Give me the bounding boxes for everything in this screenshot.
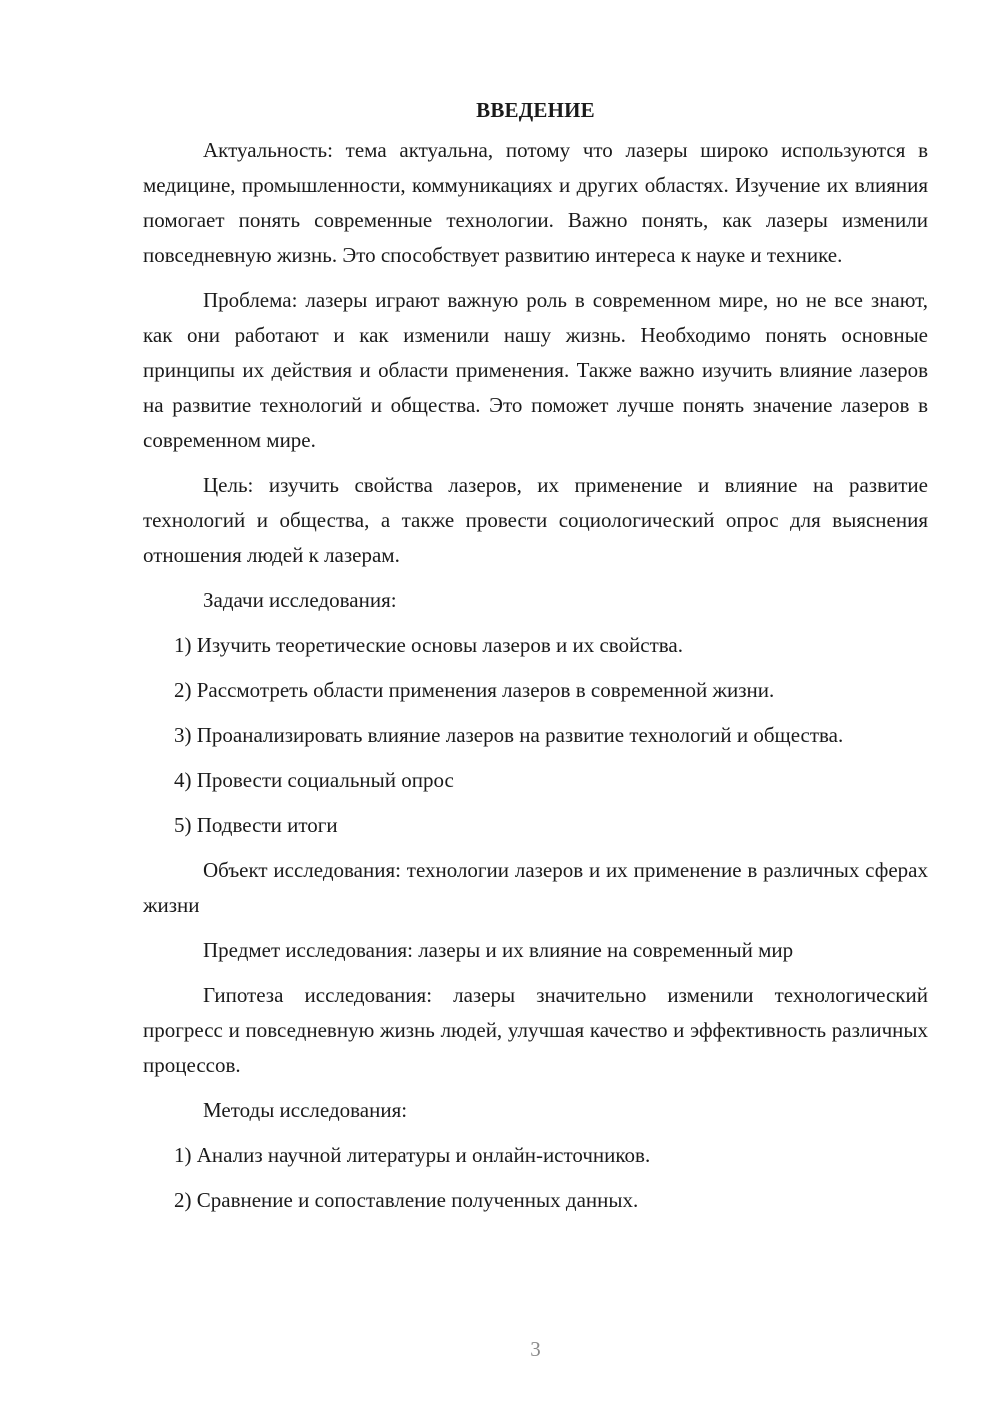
task-item-5: 5) Подвести итоги — [174, 813, 338, 837]
subject-paragraph: Предмет исследования: лазеры и их влияние на современный мир — [203, 938, 794, 962]
task-item-3: 3) Проанализировать влияние лазеров на развитие технологий и общества. — [174, 723, 844, 747]
goal-paragraph: Цель: изучить свойства лазеров, их применение и влияние на развитие технологий и общества, а также провести социологический опрос для выяснения отношения людей к лазерам. — [143, 473, 928, 567]
relevance-paragraph: Актуальность: тема актуальна, потому что лазеры широко используются в медицине, промышленности, коммуникациях и других областях. Изучение их влияния помогает понять современные технологии. Важно понять, как лазеры изменили повседневную жизнь. Это способствует развитию интереса к науке и технике. — [143, 138, 928, 267]
task-item-4: 4) Провести социальный опрос — [174, 768, 454, 792]
hypothesis-paragraph: Гипотеза исследования: лазеры значительно изменили технологический прогресс и повседневную жизнь людей, улучшая качество и эффективность различных процессов. — [143, 983, 928, 1077]
page-number: 3 — [530, 1337, 541, 1361]
tasks-heading: Задачи исследования: — [203, 588, 397, 612]
task-item-2: 2) Рассмотреть области применения лазеров в современной жизни. — [174, 678, 775, 702]
problem-paragraph: Проблема: лазеры играют важную роль в современном мире, но не все знают, как они работают и как изменили нашу жизнь. Необходимо понять основные принципы их действия и области применения. Также важно изучить влияние лазеров на развитие технологий и общества. Это поможет лучше понять значение лазеров в современном мире. — [143, 288, 928, 452]
method-item-1: 1) Анализ научной литературы и онлайн-источников. — [174, 1143, 651, 1167]
method-item-2: 2) Сравнение и сопоставление полученных данных. — [174, 1188, 639, 1212]
object-paragraph: Объект исследования: технологии лазеров и их применение в различных сферах жизни — [143, 858, 928, 917]
task-item-1: 1) Изучить теоретические основы лазеров и их свойства. — [174, 633, 683, 657]
introduction-heading: ВВЕДЕНИЕ — [476, 98, 595, 122]
page-content — [143, 95, 928, 1228]
methods-heading: Методы исследования: — [203, 1098, 408, 1122]
